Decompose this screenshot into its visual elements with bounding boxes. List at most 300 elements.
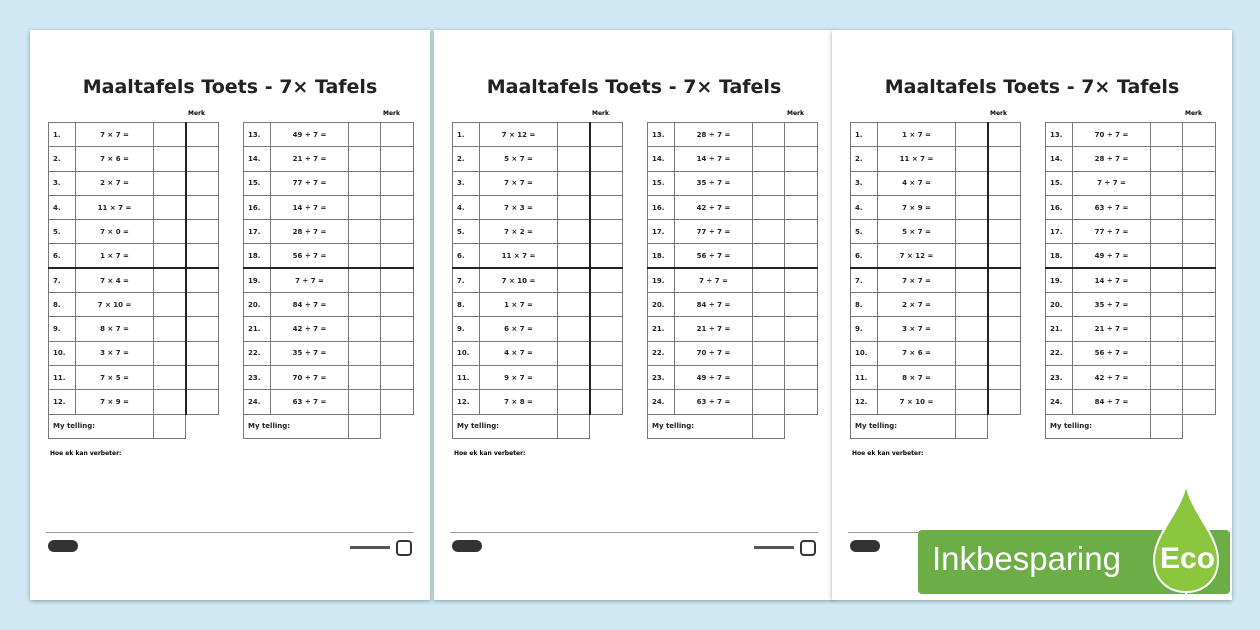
mark-cell[interactable] — [186, 171, 219, 195]
answer-cell[interactable] — [1151, 123, 1183, 147]
answer-cell[interactable] — [558, 244, 590, 268]
question-number: 24. — [648, 390, 675, 414]
question-number: 21. — [244, 317, 271, 341]
answer-cell[interactable] — [558, 317, 590, 341]
question-number: 6. — [49, 244, 76, 268]
mark-cell[interactable] — [1183, 365, 1216, 389]
answer-cell[interactable] — [154, 123, 186, 147]
question-number: 22. — [244, 341, 271, 365]
question-expression: 7 × 7 = — [76, 123, 154, 147]
question-row — [648, 268, 818, 292]
question-row — [49, 317, 219, 341]
answer-cell[interactable] — [558, 195, 590, 219]
answer-cell[interactable] — [558, 268, 590, 292]
question-row — [453, 123, 623, 147]
question-number: 8. — [453, 293, 480, 317]
question-row — [648, 147, 818, 171]
question-table-right — [1045, 122, 1216, 439]
mark-cell[interactable] — [988, 171, 1021, 195]
answer-cell[interactable] — [956, 365, 988, 389]
question-expression: 7 ÷ 7 = — [271, 268, 349, 292]
question-expression: 42 ÷ 7 = — [675, 195, 753, 219]
question-number: 3. — [453, 171, 480, 195]
worksheet-page — [434, 30, 834, 600]
answer-cell[interactable] — [154, 220, 186, 244]
mark-cell[interactable] — [988, 268, 1021, 292]
question-expression: 21 ÷ 7 = — [1073, 317, 1151, 341]
answer-cell[interactable] — [349, 244, 381, 268]
mark-cell[interactable] — [186, 147, 219, 171]
answer-cell[interactable] — [349, 171, 381, 195]
answer-cell[interactable] — [956, 195, 988, 219]
question-number: 13. — [1046, 123, 1073, 147]
question-number: 14. — [244, 147, 271, 171]
question-expression: 7 × 10 = — [878, 390, 956, 414]
answer-cell[interactable] — [753, 195, 785, 219]
question-number: 16. — [648, 195, 675, 219]
answer-cell[interactable] — [753, 293, 785, 317]
question-number: 5. — [49, 220, 76, 244]
question-row — [244, 293, 414, 317]
question-expression: 7 × 2 = — [480, 220, 558, 244]
mark-cell[interactable] — [381, 123, 414, 147]
mark-cell[interactable] — [1183, 171, 1216, 195]
question-row — [453, 341, 623, 365]
question-row — [1046, 147, 1216, 171]
question-row — [648, 171, 818, 195]
mark-cell[interactable] — [381, 341, 414, 365]
question-row — [1046, 365, 1216, 389]
mark-cell[interactable] — [1183, 268, 1216, 292]
answer-cell[interactable] — [956, 123, 988, 147]
mark-cell[interactable] — [1183, 293, 1216, 317]
question-expression: 7 × 6 = — [76, 147, 154, 171]
question-expression: 7 × 7 = — [480, 171, 558, 195]
mark-cell[interactable] — [590, 123, 623, 147]
answer-cell[interactable] — [956, 220, 988, 244]
question-row — [1046, 220, 1216, 244]
question-number: 9. — [453, 317, 480, 341]
question-expression: 11 × 7 = — [480, 244, 558, 268]
mark-cell[interactable] — [785, 244, 818, 268]
worksheet-page — [30, 30, 430, 600]
question-expression: 2 × 7 = — [76, 171, 154, 195]
question-expression: 63 ÷ 7 = — [675, 390, 753, 414]
footer-divider — [450, 532, 818, 533]
mark-cell[interactable] — [381, 365, 414, 389]
question-number: 22. — [1046, 341, 1073, 365]
answer-cell[interactable] — [753, 341, 785, 365]
question-expression: 7 × 12 = — [878, 244, 956, 268]
answer-cell[interactable] — [753, 171, 785, 195]
answer-cell[interactable] — [154, 244, 186, 268]
mark-cell[interactable] — [1183, 147, 1216, 171]
answer-cell[interactable] — [1151, 171, 1183, 195]
answer-cell[interactable] — [558, 123, 590, 147]
score-label: My telling: — [453, 414, 558, 438]
answer-cell[interactable] — [1151, 244, 1183, 268]
question-number: 20. — [1046, 293, 1073, 317]
question-expression: 3 × 7 = — [76, 341, 154, 365]
question-row — [49, 365, 219, 389]
question-expression: 4 × 7 = — [878, 171, 956, 195]
question-number: 11. — [49, 365, 76, 389]
score-row — [648, 414, 818, 438]
answer-cell[interactable] — [154, 147, 186, 171]
answer-cell[interactable] — [558, 220, 590, 244]
question-table-left — [850, 122, 1021, 439]
question-number: 16. — [244, 195, 271, 219]
score-label: My telling: — [49, 414, 154, 438]
mark-header: Merk — [1185, 110, 1202, 117]
question-expression: 7 × 10 = — [76, 293, 154, 317]
question-expression: 14 ÷ 7 = — [675, 147, 753, 171]
answer-cell[interactable] — [1151, 195, 1183, 219]
question-number: 1. — [453, 123, 480, 147]
question-row — [49, 123, 219, 147]
mark-cell[interactable] — [988, 341, 1021, 365]
mark-cell[interactable] — [988, 195, 1021, 219]
answer-cell[interactable] — [1151, 390, 1183, 414]
mark-cell[interactable] — [988, 317, 1021, 341]
question-expression: 70 ÷ 7 = — [1073, 123, 1151, 147]
question-expression: 1 × 7 = — [480, 293, 558, 317]
answer-cell[interactable] — [558, 390, 590, 414]
question-number: 4. — [453, 195, 480, 219]
answer-cell[interactable] — [154, 341, 186, 365]
mark-cell[interactable] — [590, 365, 623, 389]
mark-cell[interactable] — [785, 390, 818, 414]
question-row — [453, 244, 623, 268]
answer-cell[interactable] — [154, 317, 186, 341]
mark-cell[interactable] — [988, 123, 1021, 147]
question-expression: 28 ÷ 7 = — [1073, 147, 1151, 171]
mark-cell[interactable] — [785, 365, 818, 389]
question-row — [648, 365, 818, 389]
improve-label: Hoe ek kan verbeter: — [454, 450, 526, 457]
question-number: 22. — [648, 341, 675, 365]
answer-cell[interactable] — [1151, 365, 1183, 389]
answer-cell[interactable] — [349, 220, 381, 244]
question-row — [851, 341, 1021, 365]
answer-cell[interactable] — [1151, 317, 1183, 341]
question-number: 19. — [1046, 268, 1073, 292]
score-cell[interactable] — [1151, 414, 1183, 438]
answer-cell[interactable] — [558, 293, 590, 317]
answer-cell[interactable] — [349, 341, 381, 365]
question-expression: 7 × 9 = — [878, 195, 956, 219]
answer-cell[interactable] — [558, 171, 590, 195]
mark-cell[interactable] — [186, 244, 219, 268]
answer-cell[interactable] — [753, 317, 785, 341]
mark-cell[interactable] — [1183, 244, 1216, 268]
question-expression: 21 ÷ 7 = — [271, 147, 349, 171]
answer-cell[interactable] — [349, 195, 381, 219]
mark-cell[interactable] — [590, 220, 623, 244]
question-row — [648, 244, 818, 268]
mark-cell[interactable] — [1183, 220, 1216, 244]
question-row — [244, 317, 414, 341]
answer-cell[interactable] — [956, 293, 988, 317]
improve-label: Hoe ek kan verbeter: — [852, 450, 924, 457]
twinkl-logo — [452, 540, 482, 552]
question-expression: 70 ÷ 7 = — [675, 341, 753, 365]
question-row — [453, 147, 623, 171]
mark-cell[interactable] — [1183, 195, 1216, 219]
mark-cell[interactable] — [785, 171, 818, 195]
question-expression: 7 ÷ 7 = — [675, 268, 753, 292]
answer-cell[interactable] — [753, 220, 785, 244]
question-number: 2. — [453, 147, 480, 171]
question-expression: 3 × 7 = — [878, 317, 956, 341]
question-row — [1046, 390, 1216, 414]
question-expression: 28 ÷ 7 = — [271, 220, 349, 244]
question-number: 16. — [1046, 195, 1073, 219]
mark-cell[interactable] — [988, 147, 1021, 171]
mark-cell[interactable] — [590, 171, 623, 195]
question-number: 17. — [1046, 220, 1073, 244]
score-cell[interactable] — [753, 414, 785, 438]
answer-cell[interactable] — [154, 195, 186, 219]
answer-cell[interactable] — [753, 365, 785, 389]
question-row — [851, 317, 1021, 341]
question-number: 12. — [49, 390, 76, 414]
answer-cell[interactable] — [558, 341, 590, 365]
mark-cell[interactable] — [381, 317, 414, 341]
mark-cell[interactable] — [785, 317, 818, 341]
question-expression: 1 × 7 = — [76, 244, 154, 268]
mark-cell[interactable] — [186, 293, 219, 317]
answer-cell[interactable] — [349, 365, 381, 389]
mark-cell[interactable] — [186, 341, 219, 365]
mark-cell[interactable] — [590, 390, 623, 414]
answer-cell[interactable] — [154, 365, 186, 389]
question-row — [648, 293, 818, 317]
ink-saving-label: Inkbesparing — [932, 540, 1121, 577]
answer-cell[interactable] — [753, 244, 785, 268]
answer-cell[interactable] — [154, 268, 186, 292]
mark-cell[interactable] — [186, 220, 219, 244]
question-number: 3. — [851, 171, 878, 195]
question-expression: 77 ÷ 7 = — [1073, 220, 1151, 244]
question-row — [453, 171, 623, 195]
answer-cell[interactable] — [956, 147, 988, 171]
mark-cell[interactable] — [186, 390, 219, 414]
question-expression: 77 ÷ 7 = — [675, 220, 753, 244]
question-table-right — [647, 122, 818, 439]
question-expression: 63 ÷ 7 = — [271, 390, 349, 414]
mark-cell[interactable] — [785, 195, 818, 219]
question-number: 15. — [1046, 171, 1073, 195]
mark-cell[interactable] — [785, 268, 818, 292]
mark-cell[interactable] — [1183, 123, 1216, 147]
answer-cell[interactable] — [1151, 268, 1183, 292]
answer-cell[interactable] — [1151, 147, 1183, 171]
mark-cell[interactable] — [785, 341, 818, 365]
mark-cell[interactable] — [1183, 317, 1216, 341]
mark-cell[interactable] — [785, 220, 818, 244]
mark-cell[interactable] — [1183, 341, 1216, 365]
footer-divider — [46, 532, 414, 533]
question-expression: 8 × 7 = — [76, 317, 154, 341]
answer-cell[interactable] — [154, 293, 186, 317]
question-number: 5. — [851, 220, 878, 244]
mark-cell[interactable] — [785, 123, 818, 147]
mark-cell[interactable] — [590, 268, 623, 292]
question-expression: 5 × 7 = — [480, 147, 558, 171]
question-row — [1046, 341, 1216, 365]
question-expression: 7 × 5 = — [76, 365, 154, 389]
mark-cell[interactable] — [988, 220, 1021, 244]
question-number: 14. — [648, 147, 675, 171]
mark-cell[interactable] — [590, 244, 623, 268]
mark-cell[interactable] — [590, 341, 623, 365]
question-expression: 49 ÷ 7 = — [1073, 244, 1151, 268]
answer-cell[interactable] — [1151, 293, 1183, 317]
answer-cell[interactable] — [558, 365, 590, 389]
mark-cell[interactable] — [988, 293, 1021, 317]
answer-cell[interactable] — [956, 317, 988, 341]
question-number: 13. — [648, 123, 675, 147]
question-number: 23. — [1046, 365, 1073, 389]
answer-cell[interactable] — [349, 147, 381, 171]
footer-badge-icon — [396, 540, 412, 556]
score-row — [244, 414, 414, 438]
question-row — [648, 123, 818, 147]
score-cell[interactable] — [956, 414, 988, 438]
mark-cell[interactable] — [186, 268, 219, 292]
answer-cell[interactable] — [1151, 220, 1183, 244]
question-expression: 21 ÷ 7 = — [675, 317, 753, 341]
answer-cell[interactable] — [1151, 341, 1183, 365]
question-row — [851, 293, 1021, 317]
question-table-right — [243, 122, 414, 439]
answer-cell[interactable] — [349, 317, 381, 341]
mark-cell[interactable] — [590, 317, 623, 341]
question-number: 1. — [851, 123, 878, 147]
mark-cell[interactable] — [381, 147, 414, 171]
question-expression: 49 ÷ 7 = — [675, 365, 753, 389]
mark-cell[interactable] — [381, 390, 414, 414]
question-expression: 14 ÷ 7 = — [1073, 268, 1151, 292]
mark-cell[interactable] — [590, 293, 623, 317]
question-expression: 7 × 10 = — [480, 268, 558, 292]
question-expression: 1 × 7 = — [878, 123, 956, 147]
score-row — [1046, 414, 1216, 438]
answer-cell[interactable] — [753, 390, 785, 414]
mark-cell[interactable] — [381, 293, 414, 317]
mark-cell[interactable] — [381, 268, 414, 292]
answer-cell[interactable] — [956, 244, 988, 268]
mark-cell[interactable] — [186, 317, 219, 341]
mark-cell[interactable] — [381, 171, 414, 195]
question-row — [851, 268, 1021, 292]
answer-cell[interactable] — [956, 268, 988, 292]
answer-cell[interactable] — [956, 171, 988, 195]
mark-cell[interactable] — [381, 220, 414, 244]
question-row — [851, 220, 1021, 244]
mark-cell[interactable] — [186, 195, 219, 219]
mark-cell[interactable] — [381, 244, 414, 268]
answer-cell[interactable] — [349, 390, 381, 414]
mark-cell[interactable] — [590, 195, 623, 219]
question-number: 6. — [453, 244, 480, 268]
question-number: 24. — [244, 390, 271, 414]
question-expression: 84 ÷ 7 = — [271, 293, 349, 317]
question-number: 7. — [49, 268, 76, 292]
question-number: 7. — [851, 268, 878, 292]
question-row — [648, 195, 818, 219]
mark-cell[interactable] — [785, 293, 818, 317]
mark-cell[interactable] — [186, 123, 219, 147]
question-row — [49, 244, 219, 268]
question-number: 18. — [648, 244, 675, 268]
question-number: 19. — [648, 268, 675, 292]
question-expression: 56 ÷ 7 = — [271, 244, 349, 268]
answer-cell[interactable] — [753, 123, 785, 147]
question-number: 15. — [244, 171, 271, 195]
question-row — [49, 268, 219, 292]
question-expression: 84 ÷ 7 = — [1073, 390, 1151, 414]
score-cell[interactable] — [558, 414, 590, 438]
question-number: 9. — [49, 317, 76, 341]
question-row — [851, 123, 1021, 147]
answer-cell[interactable] — [154, 390, 186, 414]
answer-cell[interactable] — [349, 268, 381, 292]
question-row — [49, 147, 219, 171]
question-row — [851, 365, 1021, 389]
question-expression: 11 × 7 = — [878, 147, 956, 171]
mark-cell[interactable] — [1183, 390, 1216, 414]
answer-cell[interactable] — [558, 147, 590, 171]
mark-cell[interactable] — [988, 244, 1021, 268]
question-row — [851, 171, 1021, 195]
question-row — [244, 147, 414, 171]
answer-cell[interactable] — [349, 293, 381, 317]
question-row — [244, 244, 414, 268]
score-cell[interactable] — [154, 414, 186, 438]
question-expression: 77 ÷ 7 = — [271, 171, 349, 195]
score-cell[interactable] — [349, 414, 381, 438]
answer-cell[interactable] — [753, 268, 785, 292]
question-row — [453, 317, 623, 341]
question-row — [244, 171, 414, 195]
mark-cell[interactable] — [381, 195, 414, 219]
mark-cell[interactable] — [988, 390, 1021, 414]
answer-cell[interactable] — [349, 123, 381, 147]
question-number: 11. — [453, 365, 480, 389]
answer-cell[interactable] — [956, 390, 988, 414]
question-expression: 11 × 7 = — [76, 195, 154, 219]
mark-cell[interactable] — [186, 365, 219, 389]
question-expression: 35 ÷ 7 = — [1073, 293, 1151, 317]
mark-cell[interactable] — [988, 365, 1021, 389]
question-number: 24. — [1046, 390, 1073, 414]
mark-cell[interactable] — [785, 147, 818, 171]
question-expression: 5 × 7 = — [878, 220, 956, 244]
mark-cell[interactable] — [590, 147, 623, 171]
question-row — [49, 390, 219, 414]
question-row — [1046, 123, 1216, 147]
question-number: 4. — [851, 195, 878, 219]
answer-cell[interactable] — [956, 341, 988, 365]
question-row — [49, 220, 219, 244]
score-row — [453, 414, 623, 438]
answer-cell[interactable] — [753, 147, 785, 171]
question-row — [244, 268, 414, 292]
twinkl-logo — [48, 540, 78, 552]
answer-cell[interactable] — [154, 171, 186, 195]
